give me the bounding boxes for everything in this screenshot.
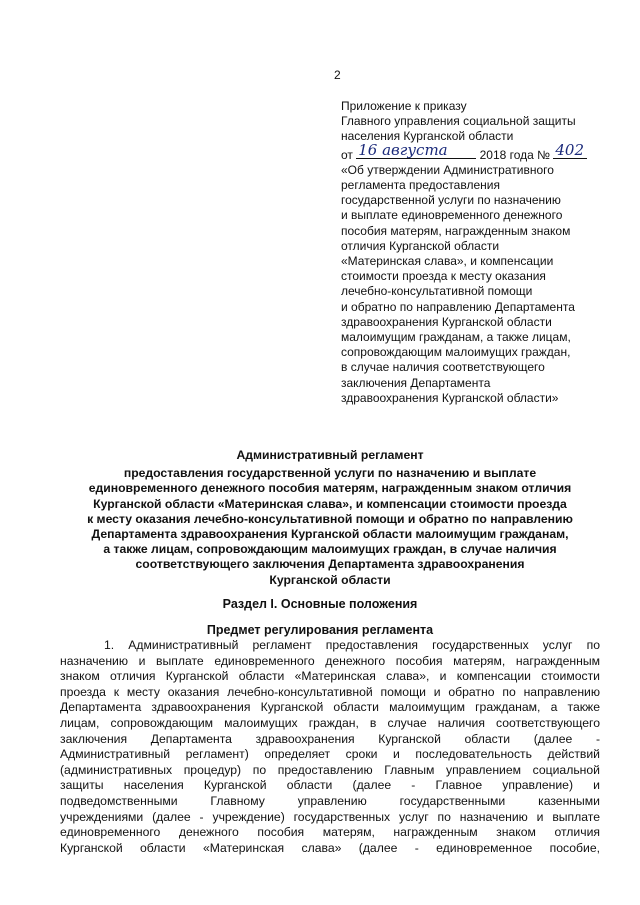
appendix-line: лечебно-консультативной помощи <box>341 284 533 299</box>
body-line: лицам, сопровождающим малоимущих граждан, в случае наличия соответствующего <box>60 715 600 730</box>
document-title <box>60 448 600 588</box>
title-line: Курганской области «Материнская слава», и компенсации стоимости проезда <box>93 496 567 511</box>
body-line: Административный регламент) определяет сроки и последовательность действий <box>60 747 600 762</box>
handwritten-number: 402 <box>555 141 585 160</box>
appendix-line: и обратно по направлению Департамента <box>341 299 575 314</box>
appendix-line: отличия Курганской области <box>341 238 500 253</box>
title-line: Департамента здравоохранения Курганской области малоимущим гражданам, <box>91 527 569 542</box>
appendix-line: «Материнская слава», и компенсации <box>341 254 554 269</box>
appendix-line: «Об утверждении Административного <box>341 162 554 177</box>
body-line: знаком отличия Курганской области «Материнская слава», и компенсации стоимости <box>60 669 600 684</box>
appendix-line: заключения Департамента <box>341 375 491 390</box>
body-line: заключения Департамента здравоохранения Курганской области (далее - <box>60 731 600 746</box>
body-line: Департамента здравоохранения Курганской области малоимущим гражданам, а также <box>60 700 600 715</box>
appendix-block <box>341 99 631 406</box>
body-line: учреждениями (далее - учреждение) государственных услуг по назначению и выплате <box>60 809 600 824</box>
appendix-line: и выплате единовременного денежного <box>341 208 563 223</box>
page-number: 2 <box>334 68 341 82</box>
appendix-line: государственной услуги по назначению <box>341 193 561 208</box>
handwritten-date: 16 августа <box>358 141 448 160</box>
appendix-line: в случае наличия соответствующего <box>341 360 545 375</box>
order-year: 2018 года № <box>479 147 551 162</box>
order-date-blank <box>356 141 476 160</box>
body-line: (административных процедур) по предоставлению Главным управлением социальной <box>60 762 600 777</box>
body-line: проезда к месту оказания лечебно-консультативной помощи и обратно по направлению <box>60 684 600 699</box>
body-line: назначению и выплате единовременного денежного пособия матерям, награжденным <box>60 653 600 668</box>
body-line: 1. Административный регламент предоставления государственных услуг по <box>104 638 600 652</box>
title-line: Административный регламент <box>236 448 424 462</box>
body-line: Курганской области «Материнская слава» (далее - единовременное пособие, <box>60 840 600 855</box>
title-line: соответствующего заключения Департамента здравоохранения <box>135 557 525 572</box>
appendix-line: пособия матерям, награжденным знаком <box>341 223 571 238</box>
body-paragraph <box>60 638 600 856</box>
section-heading: Раздел I. Основные положения <box>222 597 418 611</box>
body-line: защиты населения Курганской области (далее - Главное управление) и <box>60 778 600 793</box>
order-date-line <box>341 141 631 163</box>
appendix-line: регламента предоставления <box>341 178 500 193</box>
appendix-line: населения Курганской области <box>341 129 514 144</box>
order-prefix: от <box>341 147 353 162</box>
body-line: подведомственными Главному управлению государственными казенными <box>60 793 600 808</box>
appendix-line: Приложение к приказу <box>341 99 467 113</box>
title-line: Курганской области <box>269 572 391 587</box>
appendix-line: малоимущим гражданам, а также лицам, <box>341 330 571 345</box>
appendix-line: здравоохранения Курганской области» <box>341 390 559 405</box>
appendix-line: Главного управления социальной защиты <box>341 114 576 129</box>
title-line: к месту оказания лечебно-консультативной помощи и обратно по направлению <box>87 511 573 526</box>
title-line: а также лицам, сопровождающим малоимущих граждан, в случае наличия <box>103 542 557 557</box>
appendix-line: сопровождающим малоимущих граждан, <box>341 345 571 360</box>
title-line: единовременного денежного пособия матерям, награжденным знаком отличия <box>88 481 572 496</box>
appendix-line: стоимости проезда к месту оказания <box>341 269 546 284</box>
title-line: предоставления государственной услуги по назначению и выплате <box>123 466 537 481</box>
subsection-heading: Предмет регулирования регламента <box>206 623 434 637</box>
order-number-blank <box>553 141 587 160</box>
appendix-line: здравоохранения Курганской области <box>341 314 552 329</box>
body-line: единовременного денежного пособия матерям, награжденным знаком отличия <box>60 825 600 840</box>
